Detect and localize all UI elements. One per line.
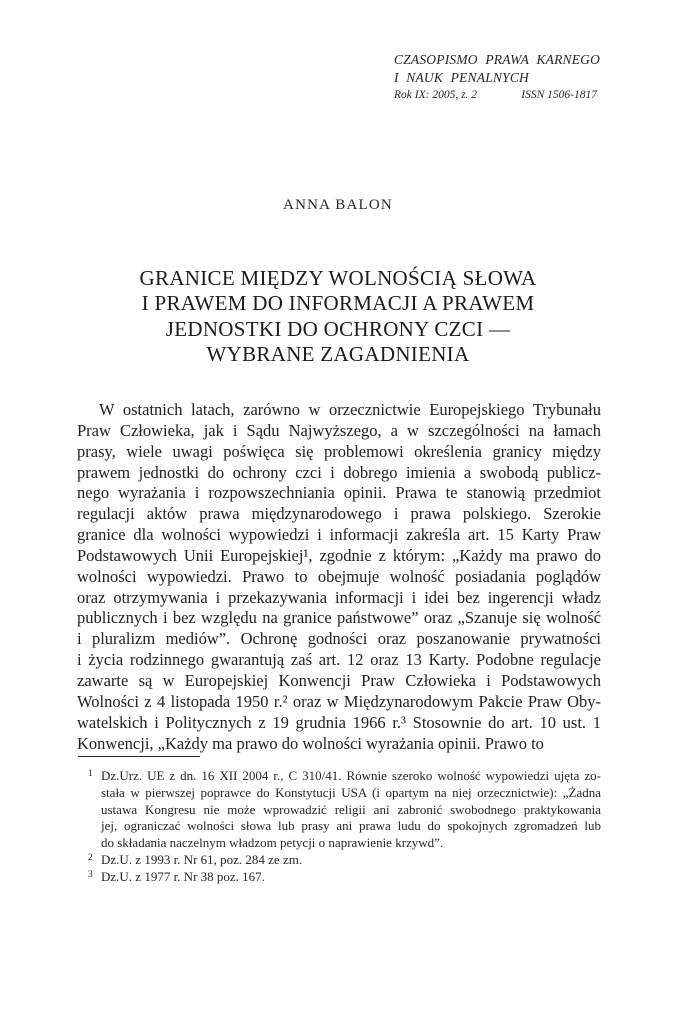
article-body [77, 400, 601, 754]
footnote-line: do składania naczelnym władzom petycji o naprawienie krzywd”. [101, 835, 444, 851]
body-line: granice dla wolności wypowiedzi i informacji zakreśla art. 15 Karty Praw [77, 525, 601, 545]
footnote-separator [78, 756, 200, 757]
body-line: i pluralizm mediów”. Ochronę godności oraz poszanowanie prywatności [77, 629, 601, 649]
body-line: W ostatnich latach, zarówno w orzecznictwie Europejskiego Trybunału [99, 400, 601, 419]
journal-name-line-2: I NAUK PENALNYCH [394, 69, 529, 85]
footnote-line [77, 852, 601, 869]
footnote-marker: 3 [88, 869, 93, 880]
footnote-text: Dz.U. z 1993 r. Nr 61, poz. 284 ze zm. [101, 851, 303, 867]
journal-issue-meta [394, 88, 597, 102]
footnote-line [77, 869, 601, 886]
body-line: prawem jednostki do ochrony czci i dobrego imienia a swobodą publicz- [77, 462, 601, 482]
footnote-text: Dz.U. z 1977 r. Nr 38 poz. 167. [101, 868, 265, 884]
body-line: watelskich i Politycznych z 19 grudnia 1966 r.³ Stosownie do art. 10 ust. 1 [77, 712, 601, 732]
journal-volume: Rok IX: 2005, z. 2 [394, 89, 478, 101]
body-line: oraz otrzymywania i przekazywania informacji i idei bez ingerencji władz [77, 587, 601, 607]
body-line: Podstawowych Unii Europejskiej¹, zgodnie z którym: „Każdy ma prawo do [77, 545, 601, 565]
title-line: GRANICE MIĘDZY WOLNOŚCIĄ SŁOWA [139, 266, 537, 290]
body-line: nego wyrażania i rozpowszechniania opinii. Prawa te stanowią przedmiot [77, 483, 601, 503]
article-title [0, 266, 676, 367]
footnotes [77, 768, 601, 886]
body-line: zawarte są w Europejskiej Konwencji Praw Człowieka i Podstawowych [77, 670, 601, 690]
footnote-text: Dz.Urz. UE z dn. 16 XII 2004 r., C 310/41. Równie szeroko wolność wypowiedzi ujęta zo- [101, 768, 601, 783]
journal-name-line-1: CZASOPISMO PRAWA KARNEGO [394, 52, 601, 67]
body-line: Wolności z 4 listopada 1950 r.² oraz w Międzynarodowym Pakcie Praw Oby- [77, 691, 601, 711]
footnote-2 [77, 852, 601, 869]
body-line: prasy, wiele uwagi poświęca się problemowi określenia granicy między [77, 441, 601, 461]
journal-issn: ISSN 1506-1817 [521, 89, 597, 101]
footnote-line: jej, ograniczać wolności słowa lub prasy ani prawa ludu do spokojnych zgromadzeń lub [101, 818, 601, 834]
footnote-3 [77, 869, 601, 886]
body-line: regulacji aktów prawa międzynarodowego i prawa polskiego. Szerokie [77, 504, 601, 524]
body-line: Praw Człowieka, jak i Sądu Najwyższego, a w szczególności na łamach [77, 420, 601, 440]
footnote-1 [77, 768, 601, 852]
body-line: wolności wypowiedzi. Prawo to obejmuje wolność posiadania poglądów [77, 566, 601, 586]
journal-header [394, 51, 601, 102]
title-line: WYBRANE ZAGADNIENIA [206, 341, 470, 366]
body-line: publicznych i bez względu na granice państwowe” oraz „Szanuje się wolność [77, 608, 601, 628]
footnote-marker: 1 [88, 769, 93, 779]
body-line: Konwencji, „Każdy ma prawo do wolności wyrażania opinii. Prawo to [77, 733, 544, 753]
footnote-line [77, 768, 601, 785]
footnote-line: ustawa Kongresu nie może wprowadzić religii ani zabronić swobodnego praktykowania [101, 801, 601, 817]
title-line: I PRAWEM DO INFORMACJI A PRAWEM [141, 291, 535, 316]
footnote-marker: 2 [88, 852, 93, 863]
footnote-line: stała w pierwszej poprawce do Konstytucji USA (i opartym na niej orzecznictwie): „Żadna [101, 784, 601, 800]
author-name: ANNA BALON [283, 197, 393, 213]
body-line: i życia rodzinnego gwarantują zaś art. 12 oraz 13 Karty. Podobne regulacje [77, 650, 601, 670]
title-line: JEDNOSTKI DO OCHRONY CZCI — [165, 316, 511, 341]
